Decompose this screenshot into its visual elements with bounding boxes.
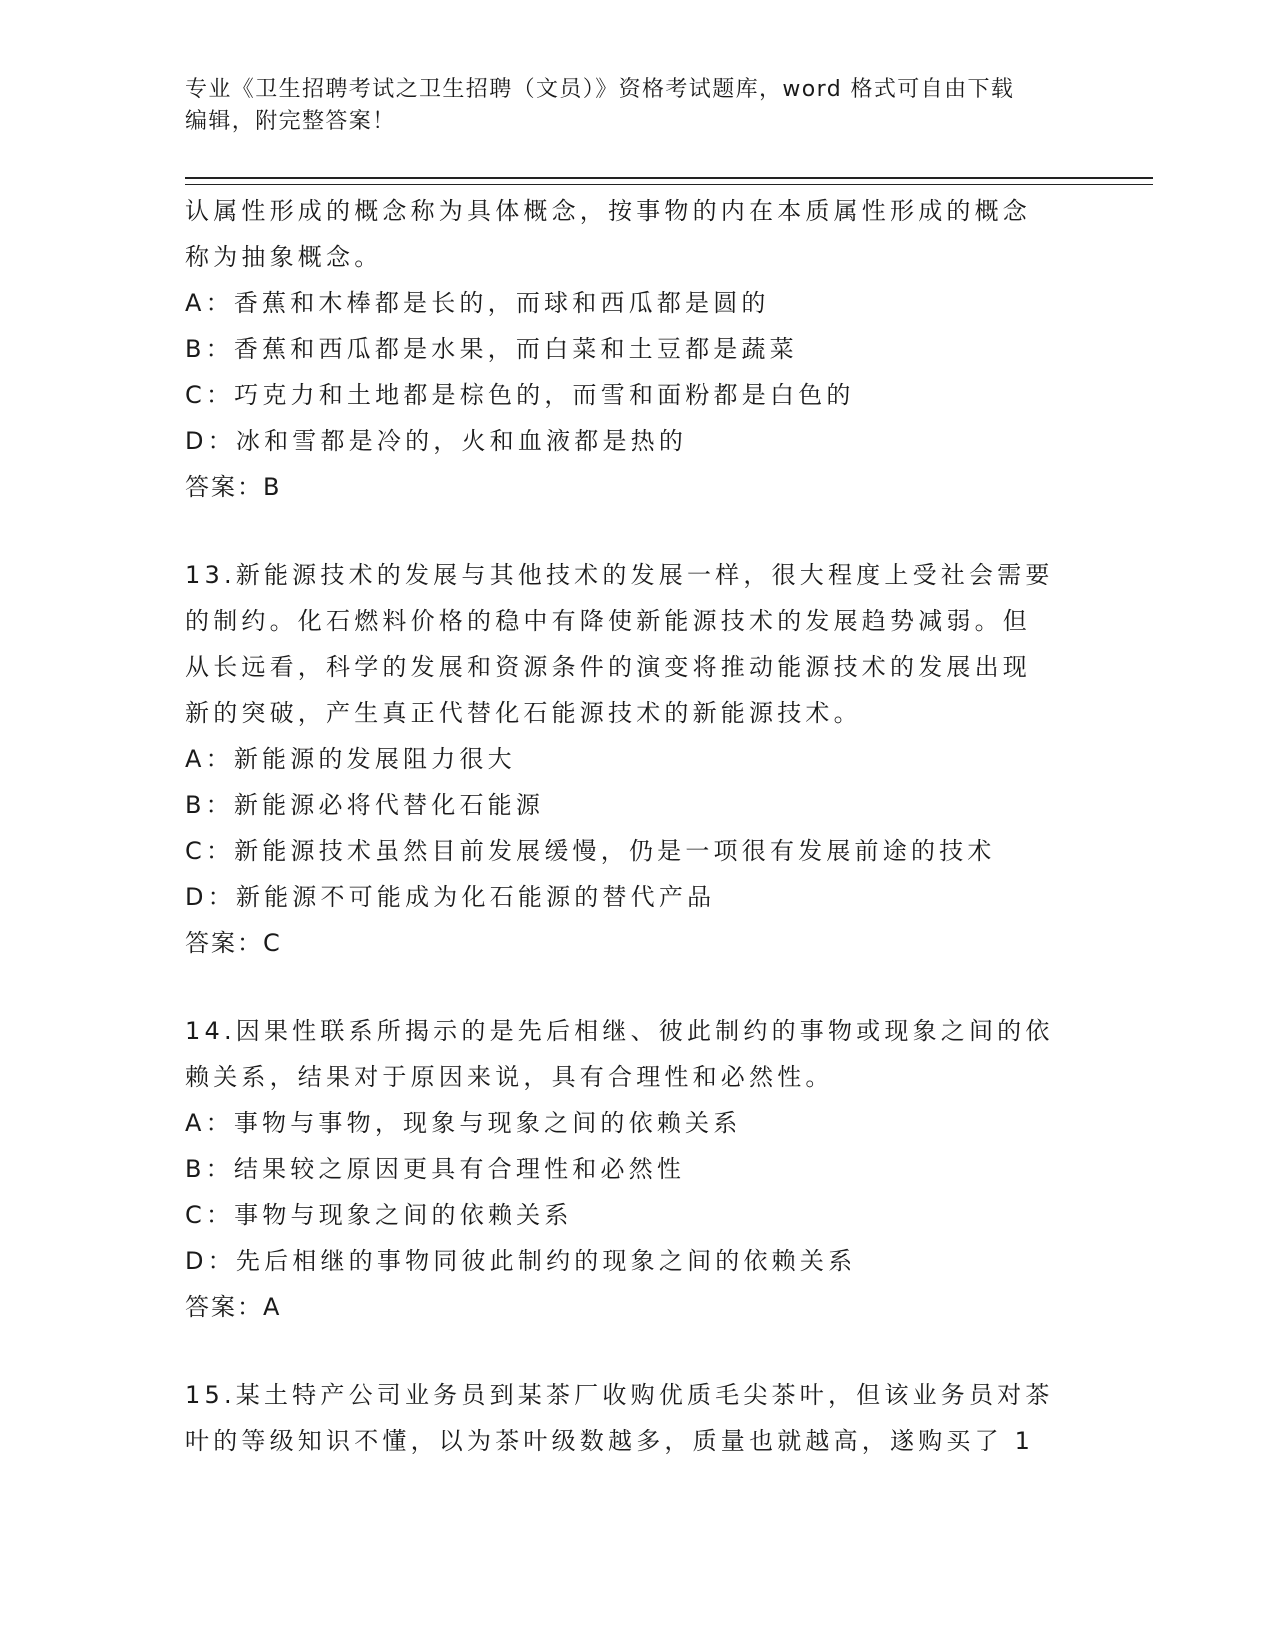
question-15	[185, 1372, 1085, 1464]
document-body	[185, 188, 1085, 1464]
question-text-line: 叶的等级知识不懂，以为茶叶级数越多，质量也就越高，遂购买了 1	[185, 1427, 1035, 1455]
question-text-line: 15.某土特产公司业务员到某茶厂收购优质毛尖茶叶，但该业务员对茶	[185, 1381, 1054, 1409]
header-divider-thin	[185, 184, 1153, 185]
question-text-line: 的制约。化石燃料价格的稳中有降使新能源技术的发展趋势减弱。但	[185, 607, 1031, 635]
spacer	[185, 1330, 1085, 1372]
question-text-line: 新的突破，产生真正代替化石能源技术的新能源技术。	[185, 699, 862, 727]
question-14	[185, 1008, 1085, 1330]
question-text-line: 赖关系，结果对于原因来说，具有合理性和必然性。	[185, 1063, 834, 1091]
spacer	[185, 966, 1085, 1008]
option-d: D：冰和雪都是冷的，火和血液都是热的	[185, 427, 688, 455]
option-b: B：结果较之原因更具有合理性和必然性	[185, 1155, 686, 1183]
answer-label: 答案：A	[185, 1293, 282, 1321]
option-d: D：新能源不可能成为化石能源的替代产品	[185, 883, 716, 911]
header-line-1: 专业《卫生招聘考试之卫生招聘（文员）》资格考试题库，word 格式可自由下载	[185, 77, 1015, 102]
option-b: B：香蕉和西瓜都是水果，而白菜和土豆都是蔬菜	[185, 335, 798, 363]
question-text-line: 从长远看，科学的发展和资源条件的演变将推动能源技术的发展出现	[185, 653, 1031, 681]
document-header	[185, 74, 1105, 138]
question-text-line: 13.新能源技术的发展与其他技术的发展一样，很大程度上受社会需要	[185, 561, 1054, 589]
question-12	[185, 188, 1085, 510]
question-text-line: 认属性形成的概念称为具体概念，按事物的内在本质属性形成的概念	[185, 197, 1031, 225]
option-c: C：事物与现象之间的依赖关系	[185, 1201, 573, 1229]
option-a: A：新能源的发展阻力很大	[185, 745, 516, 773]
spacer	[185, 510, 1085, 552]
question-13	[185, 552, 1085, 966]
header-line-2: 编辑，附完整答案！	[185, 109, 396, 134]
option-b: B：新能源必将代替化石能源	[185, 791, 545, 819]
option-a: A：香蕉和木棒都是长的，而球和西瓜都是圆的	[185, 289, 770, 317]
answer-label: 答案：B	[185, 473, 282, 501]
option-c: C：巧克力和土地都是棕色的，而雪和面粉都是白色的	[185, 381, 855, 409]
option-a: A：事物与事物，现象与现象之间的依赖关系	[185, 1109, 742, 1137]
question-text-line: 称为抽象概念。	[185, 243, 383, 271]
option-c: C：新能源技术虽然目前发展缓慢，仍是一项很有发展前途的技术	[185, 837, 996, 865]
question-text-line: 14.因果性联系所揭示的是先后相继、彼此制约的事物或现象之间的依	[185, 1017, 1054, 1045]
header-divider-thick	[185, 177, 1153, 179]
option-d: D：先后相继的事物同彼此制约的现象之间的依赖关系	[185, 1247, 857, 1275]
answer-label: 答案：C	[185, 929, 282, 957]
